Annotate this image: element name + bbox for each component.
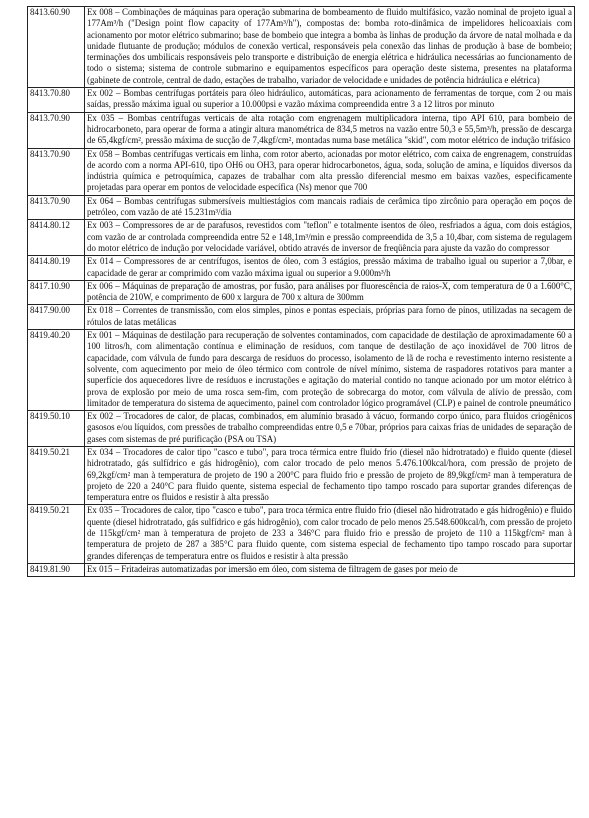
table-row: [28, 148, 575, 195]
ex-description-cell: Ex 014 – Compressores de ar centrífugos, isentos de óleo, com 3 estágios, pressão máxima de trabalho igual ou superior a 7,0bar, e capacidade de gerar ar comprimido com vazão máxima igual ou superior a 9.000m³/h: [85, 256, 575, 281]
ncm-code-cell: 8419.50.21: [28, 505, 85, 563]
ncm-code-cell: 8417.90.00: [28, 305, 85, 330]
ncm-code-cell: 8413.70.90: [28, 148, 85, 195]
ncm-code-cell: 8419.50.21: [28, 446, 85, 504]
table-row: [28, 446, 575, 504]
ex-description-cell: Ex 003 – Compressores de ar de parafusos, revestidos com "teflon" e totalmente isentos de óleo, resfriados a água, com dois estágios, com vazão de ar controlada compreendida entre 52 e 148,1m³/min e pressão compreendida de 3,5 a 10,4bar, com sistema de regulagem do motor elétrico de indução por velocidade variável, obtido através de inversor de freqüência para ajuste da vazão do compressor: [85, 220, 575, 256]
ex-description-cell: Ex 006 – Máquinas de preparação de amostras, por fusão, para análises por fluorescência de raios-X, com temperatura de 0 a 1.600°C, potência de 210W, e comprimento de 600 x largura de 700 x altura de 300mm: [85, 280, 575, 305]
table-row: [28, 88, 575, 113]
table-row: [28, 195, 575, 220]
ex-description-cell: Ex 001 – Máquinas de destilação para recuperação de solventes contaminados, com capacidade de destilação de aproximadamente 60 a 100 litros/h, com alimentação contínua e eliminação de resíduos, com tanque de destilação de aço inoxidável de 700 litros de capacidade, com válvula de fundo para descarga de resíduos do processo, isolamento de lã de rocha e revestimento interno resistente a solvente, com aquecimento por meio de óleo térmico com controle de nível mínimo, sistema de raspadores rotativos para manter a superfície dos aquecedores livre de resíduos e incrustações e agitação do material contido no tanque acionado por um motor elétrico à prova de explosão por meio de uma rosca sem-fim, com proteção de sobrecarga do motor, com válvula de alívio de pressão, com limitador de temperatura do sistema de aquecimento, painel com controlador lógico programável (CLP) e painel de controle pneumático: [85, 330, 575, 411]
ncm-code-cell: 8413.70.90: [28, 195, 85, 220]
table-row: [28, 256, 575, 281]
ex-description-cell: Ex 035 – Trocadores de calor, tipo "casco e tubo", para troca térmica entre fluido frio (diesel não hidrotratado e gás hidrogênio) e fluido quente (diesel hidrotratado, gás sulfídrico e gás hidrogênio), com calor trocado de pelo menos 25.548.600kcal/h, com pressão de projeto de 115kgf/cm² man à temperatura de projeto de 233 a 346°C para fluido frio e pressão de projeto de 110 a 115kgf/cm² man à temperatura de projeto de 287 a 385°C para fluido quente, com sistema especial de fechamento tipo tampo roscado para suportar grandes diferenças de temperatura entre os fluidos e resistir à alta pressão: [85, 505, 575, 563]
ex-description-cell: Ex 002 – Bombas centrífugas portáteis para óleo hidráulico, automáticas, para acionamento de ferramentas de torque, com 2 ou mais saídas, pressão máxima igual ou superior a 10.000psi e vazão máxima compreendida entre 3 a 12 litros por minuto: [85, 88, 575, 113]
ncm-code-cell: 8419.81.90: [28, 563, 85, 576]
ex-description-cell: Ex 018 – Correntes de transmissão, com elos simples, pinos e pontas especiais, próprias para forno de pinos, utilizadas na secagem de rótulos de latas metálicas: [85, 305, 575, 330]
ncm-code-cell: 8413.70.80: [28, 88, 85, 113]
table-row: [28, 305, 575, 330]
table-row: [28, 563, 575, 576]
ex-description-cell: Ex 064 – Bombas centrífugas submersíveis multiestágios com mancais radiais de cerâmica tipo zircônio para operação em poços de petróleo, com vazão de até 15.231m³/dia: [85, 195, 575, 220]
ncm-code-cell: 8413.60.90: [28, 7, 85, 88]
ex-description-cell: Ex 015 – Fritadeiras automatizadas por imersão em óleo, com sistema de filtragem de gases por meio de: [85, 563, 575, 576]
table-row: [28, 112, 575, 148]
table-row: [28, 280, 575, 305]
ex-description-cell: Ex 058 – Bombas centrífugas verticais em linha, com rotor aberto, acionadas por motor elétrico, com caixa de engrenagem, construídas de acordo com a norma API-610, tipo OH6 ou OH3, para operar hidrocarbonetos, água, soda, solução de amina, e líquidos diversos da indústria química e petroquímica, capazes de trabalhar com alta pressão diferencial mesmo em baixas vazões, especificamente projetadas para operar em pontos de velocidade específica (Ns) menor que 700: [85, 148, 575, 195]
ex-description-cell: Ex 008 – Combinações de máquinas para operação submarina de bombeamento de fluido multifásico, vazão nominal de projeto igual a 177Am³/h ("Design point flow capacity of 177Am³/h"), compostas de: bomba roto-dinâmica de impelidores helicoaxiais com acionamento por motor elétrico submarino; base de bombeio que integra a bomba às linhas de produção da árvore de natal molhada e da unidade flutuante de produção; módulos de conexão vertical, responsáveis pela conexão das linhas de produção à base de bombeio; terminações dos umbilicais responsáveis pelo transporte e distribuição de energia elétrica e hidráulica necessárias ao funcionamento de todo o sistema; sistema de controle submarino e equipamentos específicos para operação deste sistema, presentes na plataforma (gabinete de controle, central de dado, estações de trabalho, variador de velocidade e unidades de potência hidráulica e elétrica): [85, 7, 575, 88]
table-row: [28, 330, 575, 411]
ncm-code-cell: 8417.10.90: [28, 280, 85, 305]
ex-description-cell: Ex 035 – Bombas centrífugas verticais de alta rotação com engrenagem multiplicadora interna, tipo API 610, para bombeio de hidrocarboneto, para operar de forma a atingir altura manométrica de 834,5 metros na vazão entre 50,3 e 55,5m³/h, pressão de descarga de 65,4kgf/cm², pressão máxima de sucção de 7,4kgf/cm², montadas numa base metálica "skid", com motor elétrico de indução trifásico: [85, 112, 575, 148]
ncm-code-cell: 8414.80.12: [28, 220, 85, 256]
ex-description-cell: Ex 034 – Trocadores de calor tipo "casco e tubo", para troca térmica entre fluido frio (diesel não hidrotratado) e fluido quente (diesel hidrotratado, gás sulfídrico e gás hidrogênio), com calor trocado de pelo menos 5.476.100kcal/hora, com pressão de projeto de 69,2kgf/cm² man à temperatura de projeto de 190 a 200°C para fluido frio e pressão de projeto de 89,9kgf/cm² man à temperatura de projeto de 220 a 240°C para fluido quente, sistema especial de fechamento tipo tampo roscado para suportar grandes diferenças de temperatura entre os fluidos e resistir à alta pressão: [85, 446, 575, 504]
tariff-table-body: [28, 7, 575, 577]
ex-description-cell: Ex 002 – Trocadores de calor, de placas, combinados, em alumínio brasado à vácuo, formando corpo único, para fluidos criogênicos gasosos e/ou líquidos, com pressões de trabalho compreendidas entre 0,5 e 70bar, próprios para caixas frias de unidades de separação de gases com sistemas de pré purificação (PSA ou TSA): [85, 411, 575, 447]
tariff-table: [27, 6, 575, 577]
ncm-code-cell: 8414.80.19: [28, 256, 85, 281]
table-row: [28, 505, 575, 563]
ncm-code-cell: 8419.50.10: [28, 411, 85, 447]
table-row: [28, 7, 575, 88]
table-row: [28, 411, 575, 447]
ncm-code-cell: 8413.70.90: [28, 112, 85, 148]
table-row: [28, 220, 575, 256]
ncm-code-cell: 8419.40.20: [28, 330, 85, 411]
